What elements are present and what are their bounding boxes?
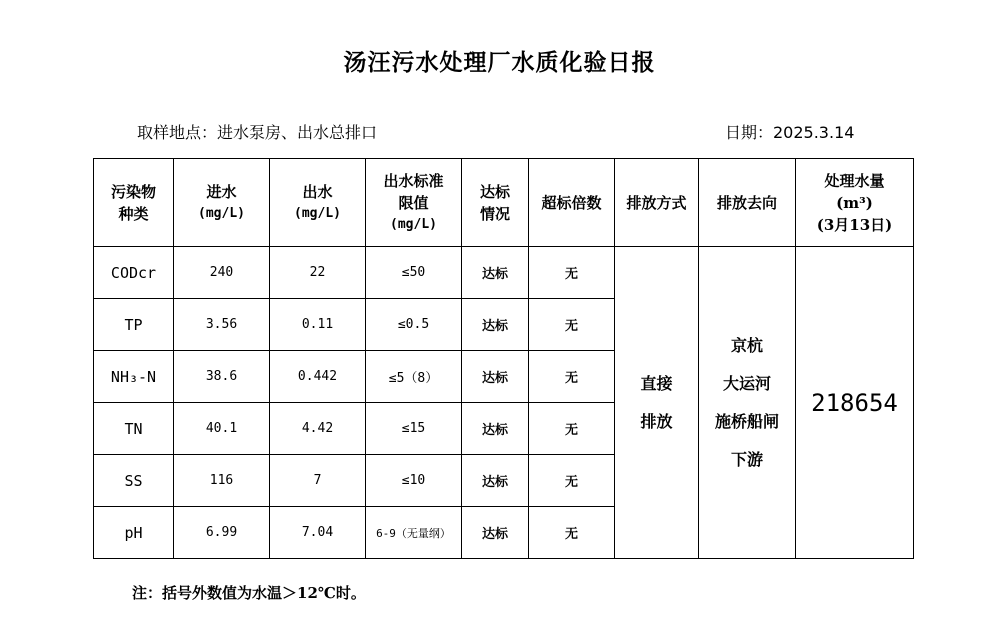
effluent-cell: 7 [270, 455, 366, 507]
header-limit: 出水标准 限值 (mg/L) [366, 159, 462, 247]
header-row [94, 159, 914, 247]
limit-cell: ≤10 [366, 455, 462, 507]
header-influent: 进水 (mg/L) [174, 159, 270, 247]
status-cell: 达标 [462, 299, 529, 351]
header-discharge-method: 排放方式 [615, 159, 699, 247]
water-quality-table [93, 158, 914, 559]
status-cell: 达标 [462, 403, 529, 455]
table-row [94, 247, 914, 299]
limit-cell: ≤15 [366, 403, 462, 455]
status-cell: 达标 [462, 455, 529, 507]
pollutant-cell: pH [94, 507, 174, 559]
effluent-cell: 7.04 [270, 507, 366, 559]
status-cell: 达标 [462, 247, 529, 299]
pollutant-cell: NH₃-N [94, 351, 174, 403]
header-effluent: 出水 (mg/L) [270, 159, 366, 247]
status-cell: 达标 [462, 351, 529, 403]
exceed-cell: 无 [529, 455, 615, 507]
influent-cell: 6.99 [174, 507, 270, 559]
influent-cell: 240 [174, 247, 270, 299]
exceed-cell: 无 [529, 351, 615, 403]
header-discharge-dest: 排放去向 [699, 159, 796, 247]
influent-cell: 38.6 [174, 351, 270, 403]
effluent-cell: 4.42 [270, 403, 366, 455]
influent-cell: 40.1 [174, 403, 270, 455]
limit-cell: 6-9（无量纲） [366, 507, 462, 559]
exceed-cell: 无 [529, 247, 615, 299]
header-pollutant: 污染物 种类 [94, 159, 174, 247]
limit-cell: ≤5（8） [366, 351, 462, 403]
sampling-location: 取样地点：进水泵房、出水总排口 [137, 123, 378, 142]
discharge-method-cell: 直接 排放 [615, 247, 699, 559]
pollutant-cell: TP [94, 299, 174, 351]
exceed-cell: 无 [529, 403, 615, 455]
status-cell: 达标 [462, 507, 529, 559]
header-compliance: 达标 情况 [462, 159, 529, 247]
discharge-dest-cell: 京杭 大运河 施桥船闸 下游 [699, 247, 796, 559]
effluent-cell: 0.442 [270, 351, 366, 403]
pollutant-cell: CODcr [94, 247, 174, 299]
pollutant-cell: SS [94, 455, 174, 507]
header-exceed: 超标倍数 [529, 159, 615, 247]
influent-cell: 116 [174, 455, 270, 507]
limit-cell: ≤50 [366, 247, 462, 299]
exceed-cell: 无 [529, 299, 615, 351]
influent-cell: 3.56 [174, 299, 270, 351]
report-date: 日期：2025.3.14 [725, 123, 855, 142]
pollutant-cell: TN [94, 403, 174, 455]
volume-cell: 218654 [796, 247, 914, 559]
footnote: 注：括号外数值为水温＞12℃时。 [132, 584, 366, 602]
exceed-cell: 无 [529, 507, 615, 559]
effluent-cell: 0.11 [270, 299, 366, 351]
header-volume: 处理水量 (m³) (3月13日) [796, 159, 914, 247]
effluent-cell: 22 [270, 247, 366, 299]
limit-cell: ≤0.5 [366, 299, 462, 351]
report-title: 汤汪污水处理厂水质化验日报 [343, 50, 656, 76]
